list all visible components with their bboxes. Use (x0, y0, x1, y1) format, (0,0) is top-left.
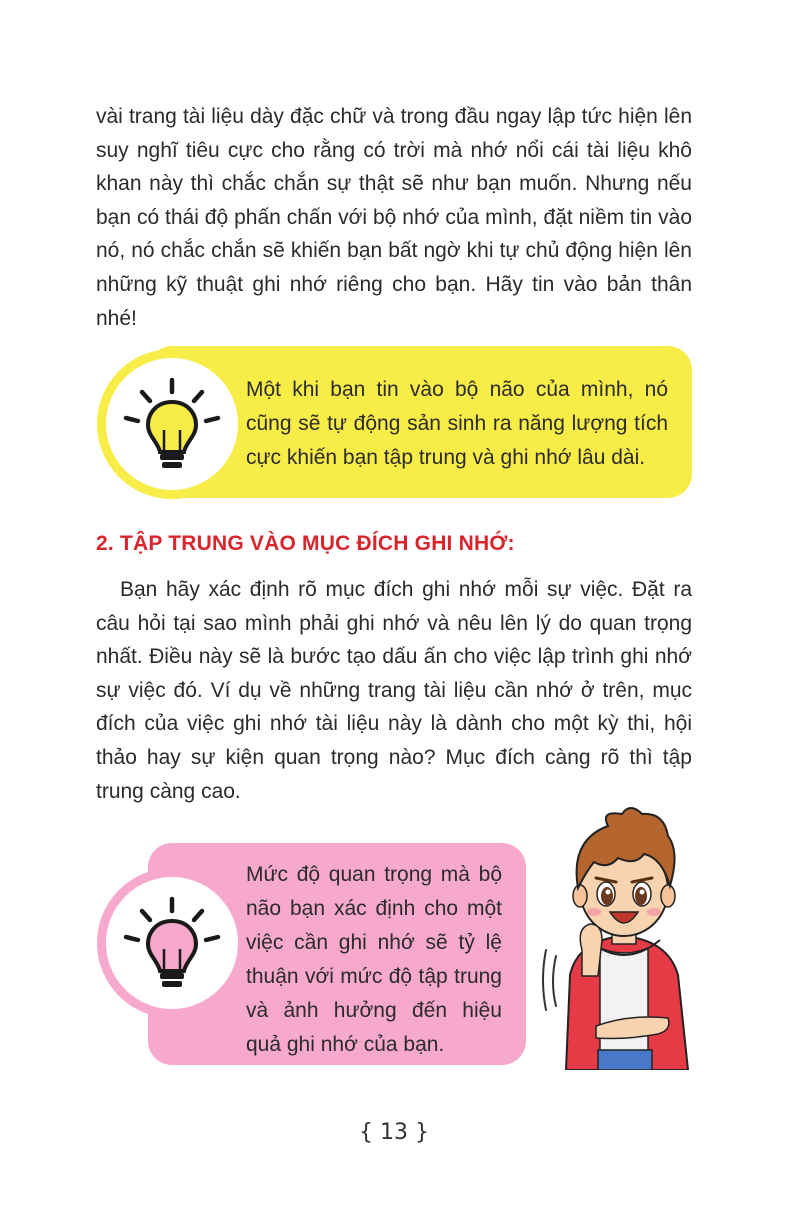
section-heading: 2. TẬP TRUNG VÀO MỤC ĐÍCH GHI NHỚ: (96, 532, 515, 555)
lightbulb-icon (106, 877, 238, 1009)
section-paragraph: Bạn hãy xác định rõ mục đích ghi nhớ mỗi sự việc. Đặt ra câu hỏi tại sao mình phải ghi nhớ và nêu lên lý do quan trọng nhất. Điều này sẽ là bước tạo dấu ấn cho việc lập trình ghi nhớ sự việc đó. Ví dụ về những trang tài liệu cần nhớ ở trên, mục đích của việc ghi nhớ tài liệu này là dành cho một kỳ thi, hội thảo hay sự kiện quan trọng nào? Mục đích càng rõ thì tập trung càng cao. (96, 578, 692, 803)
lightbulb-icon (106, 358, 238, 490)
yellow-tip-text: Một khi bạn tin vào bộ não của mình, nó cũng sẽ tự động sản sinh ra năng lượng tích cực khiến bạn tập trung và ghi nhớ lâu dài. (246, 378, 668, 469)
cartoon-boy-illustration (538, 800, 708, 1070)
pink-tip-text: Mức độ quan trọng mà bộ não bạn xác định cho một việc cần ghi nhớ sẽ tỷ lệ thuận với mức độ tập trung và ảnh hưởng đến hiệu quả ghi nhớ của bạn. (246, 863, 502, 1056)
page-number: { 13 } (359, 1120, 429, 1145)
intro-paragraph: vài trang tài liệu dày đặc chữ và trong đầu ngay lập tức hiện lên suy nghĩ tiêu cực cho rằng có trời mà nhớ nổi cái tài liệu khô khan này thì chắc chắn sự thật sẽ như bạn muốn. Nhưng nếu bạn có thái độ phấn chấn với bộ nhớ của mình, đặt niềm tin vào nó, nó chắc chắn sẽ khiến bạn bất ngờ khi tự chủ động hiện lên những kỹ thuật ghi nhớ riêng cho bạn. Hãy tin vào bản thân nhé! (96, 105, 692, 330)
